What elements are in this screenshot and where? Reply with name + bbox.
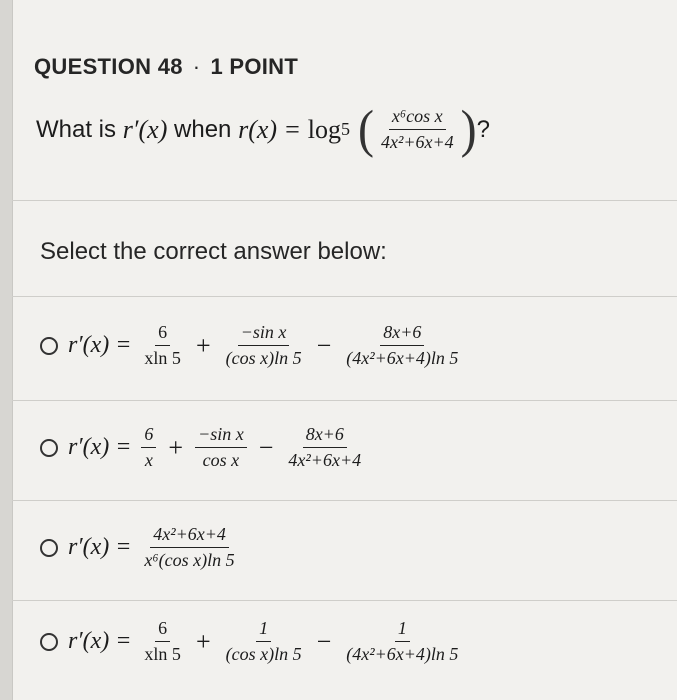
fraction-numerator: 6 xyxy=(155,322,170,346)
question-when: when xyxy=(174,115,232,143)
log-argument-numerator: x⁶cos x xyxy=(389,106,446,130)
question-prefix: What is xyxy=(36,115,117,143)
header-separator: · xyxy=(192,54,201,79)
fraction-numerator: −sin x xyxy=(238,322,290,346)
fraction-numerator: 6 xyxy=(141,424,156,448)
divider xyxy=(12,400,677,401)
option-fraction xyxy=(343,618,461,665)
divider xyxy=(12,500,677,501)
answer-option-2[interactable] xyxy=(40,424,368,471)
option-lhs: r′(x) = xyxy=(68,332,132,358)
option-fraction xyxy=(285,424,364,471)
minus-operator: − xyxy=(316,330,332,360)
question-number: QUESTION 48 xyxy=(34,54,183,79)
log-argument-fraction xyxy=(378,106,457,153)
question-r-prime: r′(x) xyxy=(122,114,168,144)
fraction-denominator: (4x²+6x+4)ln 5 xyxy=(346,644,459,664)
question-header xyxy=(34,54,298,80)
plus-operator: + xyxy=(195,626,211,656)
option-fraction xyxy=(223,322,305,369)
answer-option-4[interactable] xyxy=(40,618,465,665)
left-paren: ( xyxy=(357,100,374,159)
option-fraction xyxy=(195,424,247,471)
option-fraction xyxy=(141,524,237,571)
minus-operator: − xyxy=(258,432,274,462)
question-text xyxy=(36,102,490,157)
fraction-denominator: cos x xyxy=(202,450,240,470)
log-base: 5 xyxy=(340,119,350,139)
plus-operator: + xyxy=(195,330,211,360)
option-fraction xyxy=(343,322,461,369)
radio-button[interactable] xyxy=(40,633,58,651)
radio-button[interactable] xyxy=(40,337,58,355)
fraction-denominator: xln 5 xyxy=(144,644,181,664)
log-argument-denominator: 4x²+6x+4 xyxy=(380,132,454,152)
question-r-x: r(x) xyxy=(238,114,278,144)
right-paren: ) xyxy=(460,100,477,159)
fraction-denominator: (4x²+6x+4)ln 5 xyxy=(346,348,459,368)
option-lhs: r′(x) = xyxy=(68,434,132,460)
divider xyxy=(12,200,677,201)
option-fraction xyxy=(141,618,184,665)
fraction-numerator: 1 xyxy=(256,618,271,642)
option-lhs: r′(x) = xyxy=(68,628,132,654)
fraction-denominator: (cos x)ln 5 xyxy=(225,644,302,664)
fraction-denominator: xln 5 xyxy=(144,348,181,368)
answer-option-1[interactable] xyxy=(40,322,465,369)
radio-button[interactable] xyxy=(40,439,58,457)
divider xyxy=(12,296,677,297)
plus-operator: + xyxy=(168,432,184,462)
log-label: log xyxy=(307,114,341,144)
divider xyxy=(12,600,677,601)
fraction-denominator: 4x²+6x+4 xyxy=(288,450,362,470)
question-points: 1 POINT xyxy=(210,54,299,79)
option-lhs: r′(x) = xyxy=(68,534,132,560)
fraction-denominator: (cos x)ln 5 xyxy=(225,348,302,368)
fraction-numerator: 8x+6 xyxy=(380,322,424,346)
question-equals: = xyxy=(285,114,300,144)
fraction-denominator: x⁶(cos x)ln 5 xyxy=(144,550,235,570)
fraction-denominator: x xyxy=(144,450,153,470)
radio-button[interactable] xyxy=(40,539,58,557)
question-mark: ? xyxy=(476,115,490,143)
answer-prompt: Select the correct answer below: xyxy=(40,238,387,265)
answer-option-3[interactable] xyxy=(40,524,242,571)
fraction-numerator: 1 xyxy=(395,618,410,642)
option-fraction xyxy=(223,618,305,665)
fraction-numerator: 6 xyxy=(155,618,170,642)
option-fraction xyxy=(141,322,184,369)
option-fraction xyxy=(141,424,156,471)
minus-operator: − xyxy=(316,626,332,656)
fraction-numerator: −sin x xyxy=(195,424,247,448)
fraction-numerator: 4x²+6x+4 xyxy=(150,524,229,548)
fraction-numerator: 8x+6 xyxy=(303,424,347,448)
